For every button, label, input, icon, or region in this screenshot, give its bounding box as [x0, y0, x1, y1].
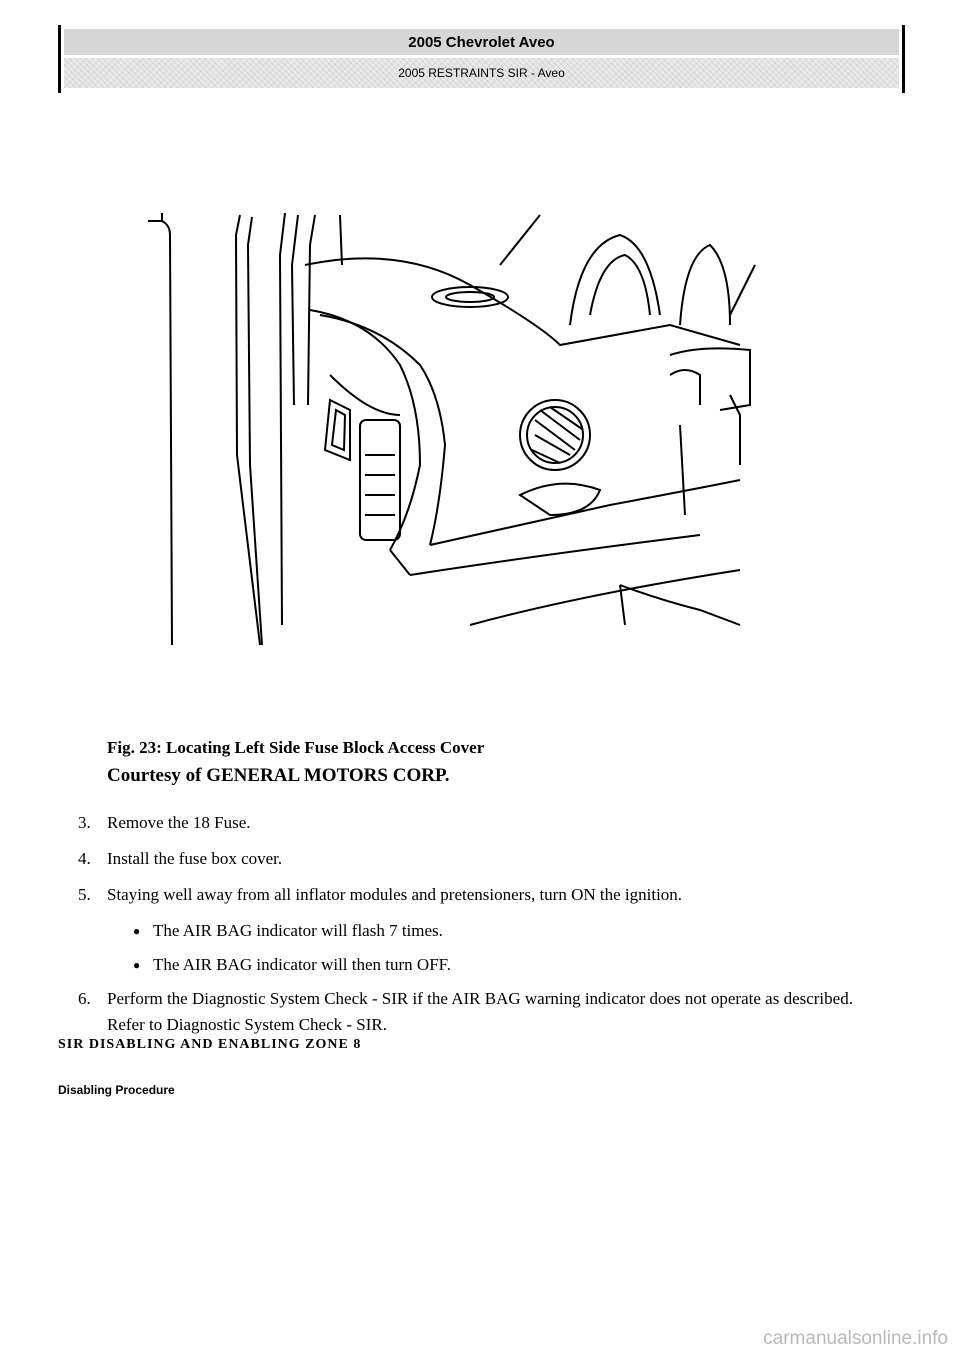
caption-title: Fig. 23: Locating Left Side Fuse Block Access Cover — [107, 738, 485, 757]
step-number: 3. — [78, 813, 91, 832]
step-item — [78, 810, 878, 836]
step-text: Staying well away from all inflator modules and pretensioners, turn ON the ignition. — [107, 885, 683, 904]
step-number: 5. — [78, 885, 91, 904]
caption-credit: Courtesy of GENERAL MOTORS CORP. — [107, 765, 450, 786]
section-subtitle: Disabling Procedure — [58, 1083, 175, 1097]
watermark: carmanualsonline.info — [763, 1328, 948, 1349]
indicator-bullets — [78, 918, 878, 978]
section-title: SIR DISABLING AND ENABLING ZONE 8 — [58, 1037, 362, 1052]
step-text: Remove the 18 Fuse. — [107, 813, 251, 832]
step-number: 4. — [78, 849, 91, 868]
bullet-item — [133, 918, 878, 944]
step-text: Install the fuse box cover. — [107, 849, 283, 868]
bullet-icon: ● — [133, 958, 141, 972]
header-title: 2005 Chevrolet Aveo — [64, 29, 899, 55]
bullet-text: The AIR BAG indicator will then turn OFF. — [153, 955, 452, 974]
step-item — [78, 846, 878, 872]
header-subtitle: 2005 RESTRAINTS SIR - Aveo — [64, 58, 899, 88]
step-text: Perform the Diagnostic System Check - SIR if the AIR BAG warning indicator does not operate as described. Refer to Diagnostic System Check - SIR. — [107, 989, 853, 1034]
step-item — [78, 882, 878, 908]
fuse-block-illustration — [140, 205, 760, 655]
figure-caption — [107, 734, 484, 790]
procedure-steps — [78, 810, 878, 1048]
bullet-icon: ● — [133, 924, 141, 938]
step-item — [78, 986, 878, 1038]
bullet-text: The AIR BAG indicator will flash 7 times. — [153, 921, 443, 940]
page-header — [58, 25, 905, 93]
bullet-item — [133, 952, 878, 978]
step-number: 6. — [78, 989, 91, 1008]
